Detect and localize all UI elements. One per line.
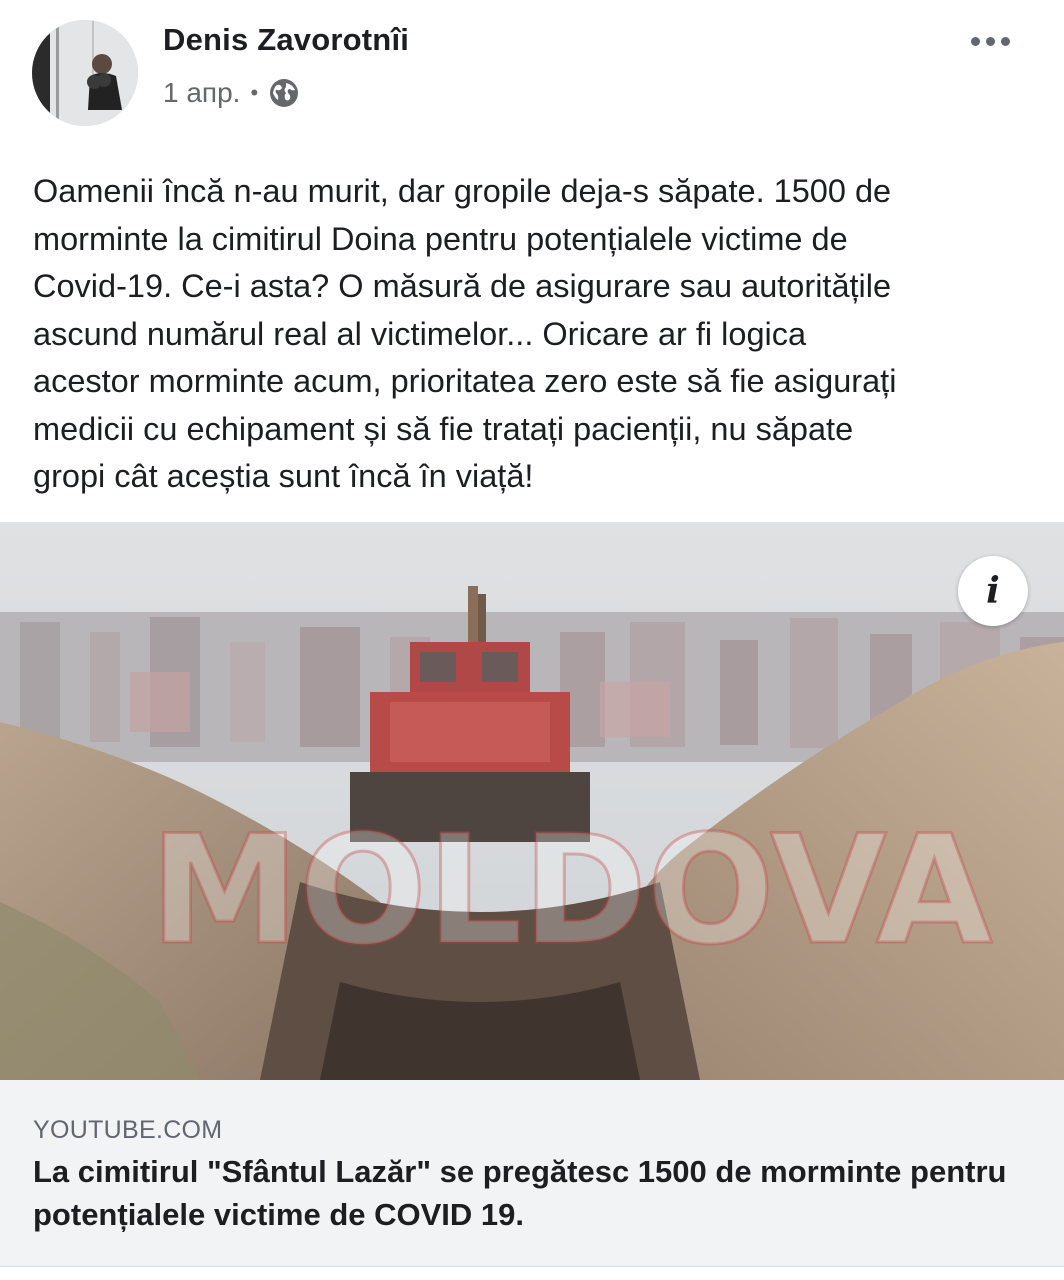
author-name[interactable]: Denis Zavorotnîi bbox=[163, 22, 410, 57]
link-domain: YOUTUBE.COM bbox=[33, 1116, 223, 1144]
avatar-photo bbox=[32, 20, 138, 126]
post-meta bbox=[163, 74, 300, 112]
globe-icon[interactable] bbox=[268, 77, 300, 109]
more-options-button[interactable] bbox=[962, 26, 1018, 56]
more-options-icon bbox=[971, 37, 980, 46]
video-thumbnail[interactable] bbox=[0, 522, 1064, 1080]
meta-separator: • bbox=[250, 80, 259, 105]
info-button[interactable]: i bbox=[958, 556, 1028, 626]
link-title[interactable]: La cimitirul "Sfântul Lazăr" se pregătesc 1500 de morminte pentru potențialele victime de COVID 19. bbox=[33, 1154, 1007, 1232]
excavator-photo bbox=[0, 522, 1064, 1080]
post-date[interactable]: 1 апр. bbox=[163, 77, 241, 108]
post-header bbox=[0, 0, 1064, 150]
watermark: MOLDOVA bbox=[150, 804, 993, 978]
author-avatar[interactable] bbox=[32, 20, 138, 126]
post-text: Oamenii încă n-au murit, dar gropile deja-s săpate. 1500 de morminte la cimitirul Doina pentru potențialele victime de Covid-19. Ce-i asta? O măsură de asigurare sau autoritățile ascund numărul real al victimelor... Oricare ar fi logica acestor morminte acum, prioritatea zero este să fie asigurați medicii cu echipament și să fie tratați pacienții, nu săpate gropi cât aceștia sunt încă în viață! bbox=[33, 173, 897, 494]
link-preview[interactable] bbox=[0, 1080, 1064, 1267]
